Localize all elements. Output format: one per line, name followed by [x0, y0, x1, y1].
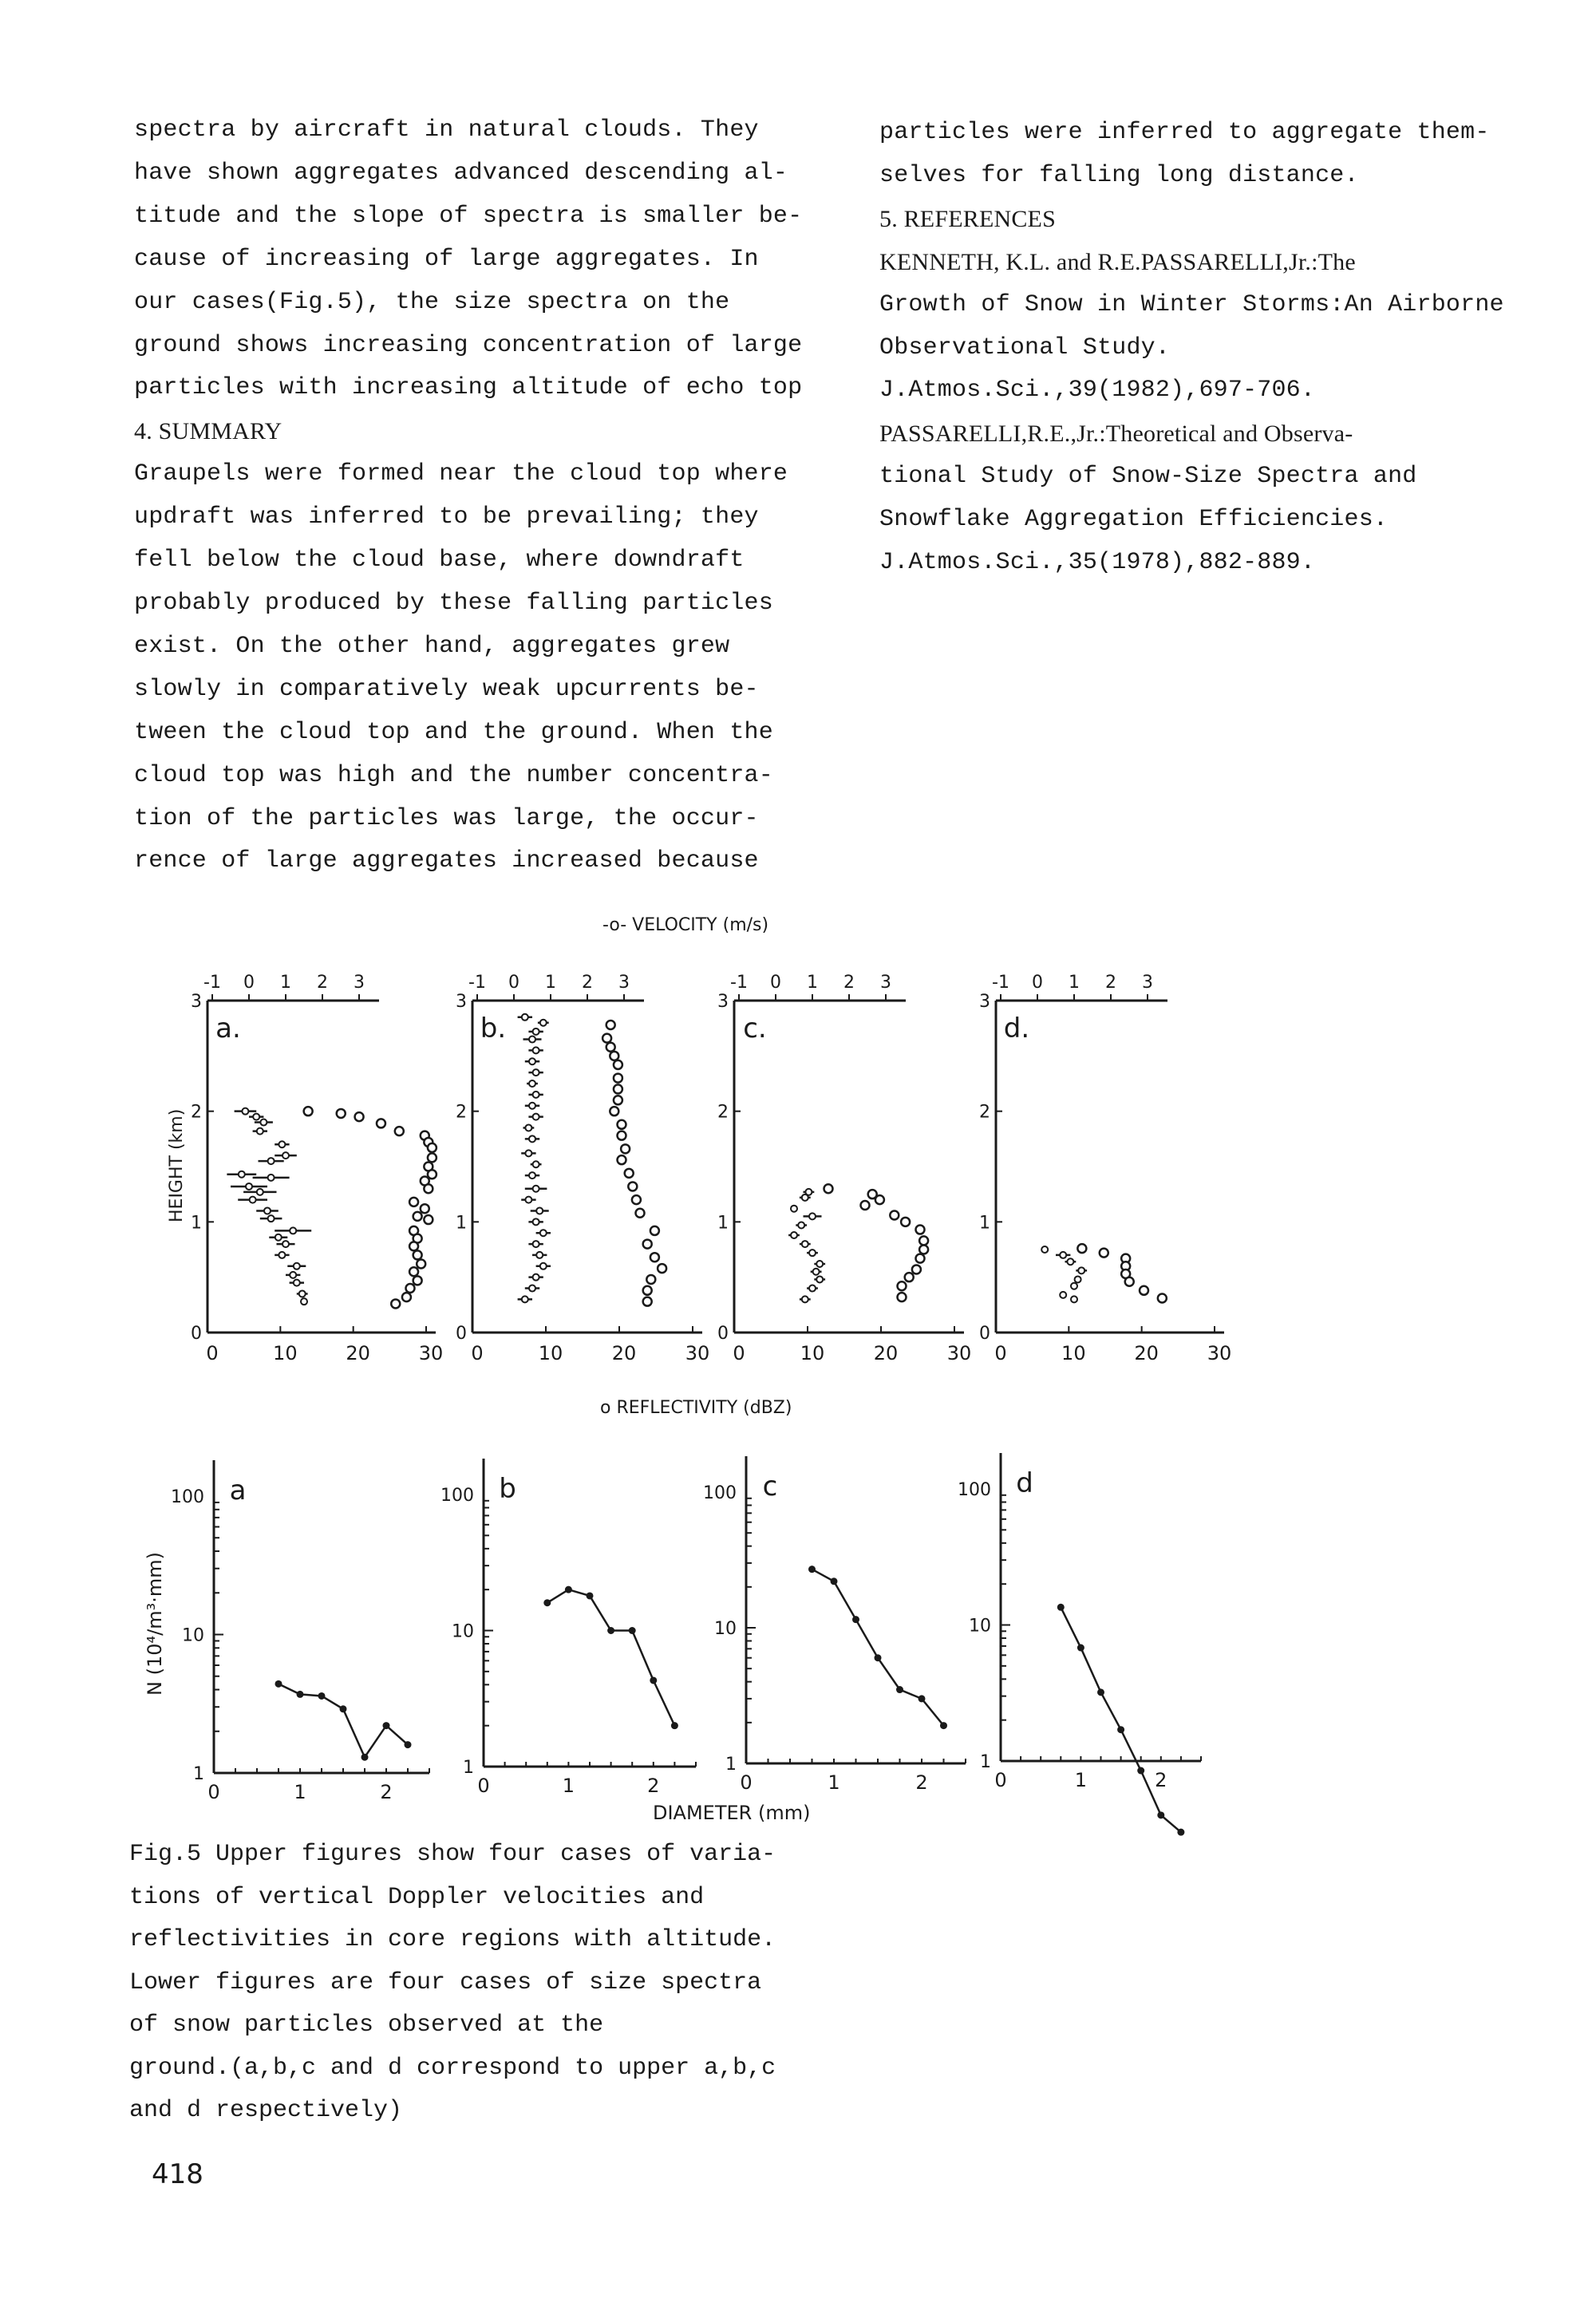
reflectivity-point: [650, 1253, 659, 1262]
spectrum-panel-c: [703, 1456, 966, 1794]
reflectivity-point: [890, 1211, 899, 1220]
spectrum-point: [361, 1754, 369, 1761]
body-line: our cases(Fig.5), the size spectra on the: [134, 288, 730, 316]
x2-tick-label: 1: [1069, 973, 1080, 993]
y-tick-label: 10: [452, 1621, 474, 1642]
y-tick-label: 100: [958, 1480, 991, 1500]
x-tick-label: 0: [733, 1342, 745, 1364]
velocity-point: [1060, 1292, 1066, 1298]
panel-label: b.: [480, 1013, 507, 1044]
x-tick-label: 30: [1207, 1342, 1232, 1364]
velocity-legend: -o- VELOCITY (m/s): [602, 915, 769, 935]
spectrum-point: [852, 1616, 859, 1623]
spectrum-line: [812, 1570, 944, 1726]
spectrum-point: [918, 1695, 926, 1702]
velocity-point: [536, 1207, 543, 1214]
panel-label: c.: [743, 1013, 767, 1044]
spectrum-point: [297, 1691, 304, 1698]
velocity-point: [540, 1263, 547, 1269]
spectrum-point: [405, 1741, 412, 1748]
x-tick-label: 0: [477, 1775, 490, 1797]
velocity-point: [246, 1183, 252, 1190]
velocity-point: [279, 1141, 285, 1147]
reflectivity-point: [861, 1201, 870, 1210]
profile-panel-b: [456, 973, 709, 1364]
spectrum-point: [318, 1692, 326, 1700]
reflectivity-point: [304, 1107, 313, 1115]
reflectivity-point: [421, 1204, 429, 1213]
velocity-point: [522, 1296, 528, 1302]
x2-tick-label: 1: [280, 973, 291, 993]
velocity-point: [533, 1114, 539, 1120]
reflectivity-point: [621, 1144, 630, 1153]
x2-tick-label: 2: [1105, 973, 1116, 993]
velocity-point: [260, 1119, 267, 1126]
velocity-point: [1071, 1283, 1077, 1289]
velocity-point: [282, 1241, 289, 1247]
reflectivity-point: [646, 1275, 655, 1284]
velocity-point: [242, 1108, 248, 1115]
profile-panel-a: [191, 973, 443, 1364]
body-line: Graupels were formed near the cloud top where: [134, 460, 788, 488]
reflectivity-point: [898, 1293, 907, 1301]
reflectivity-point: [602, 1034, 611, 1043]
body-line: fell below the cloud base, where downdraft: [134, 547, 745, 575]
y-tick-label: 1: [717, 1213, 729, 1234]
reflectivity-point: [636, 1209, 645, 1218]
x-tick-label: 1: [1074, 1769, 1088, 1791]
reflectivity-point: [650, 1226, 659, 1235]
velocity-point: [301, 1298, 307, 1305]
caption-line: of snow particles observed at the: [129, 2012, 604, 2039]
x-tick-label: 30: [418, 1342, 444, 1364]
reflectivity-point: [628, 1182, 637, 1190]
x2-tick-label: 0: [508, 973, 519, 993]
velocity-point: [791, 1232, 797, 1238]
y-tick-label: 0: [717, 1324, 729, 1344]
reflectivity-point: [614, 1060, 622, 1069]
spectrum-point: [565, 1586, 572, 1593]
reflectivity-point: [428, 1153, 437, 1162]
reflectivity-point: [413, 1212, 422, 1221]
reference-line: Observational Study.: [879, 334, 1171, 361]
reflectivity-point: [625, 1169, 634, 1178]
spectrum-point: [1157, 1811, 1164, 1818]
reflectivity-point: [1125, 1277, 1134, 1286]
spectrum-panel-b: [440, 1459, 696, 1797]
reflectivity-point: [1140, 1286, 1148, 1295]
y-tick-label: 1: [979, 1213, 990, 1234]
reflectivity-point: [643, 1286, 652, 1295]
reflectivity-point: [1158, 1294, 1167, 1303]
y-tick-label: 1: [980, 1752, 991, 1772]
caption-line: and d respectively): [129, 2097, 403, 2124]
reflectivity-point: [337, 1109, 346, 1118]
reference-line: Snowflake Aggregation Efficiencies.: [879, 506, 1389, 534]
x2-tick-label: 1: [545, 973, 556, 993]
x2-tick-label: -1: [468, 973, 486, 993]
velocity-point: [802, 1241, 808, 1247]
reflectivity-point: [643, 1240, 652, 1249]
spectrum-point: [1177, 1829, 1184, 1836]
spectrum-point: [629, 1627, 636, 1634]
velocity-point: [533, 1241, 539, 1247]
x2-tick-label: 3: [880, 973, 891, 993]
y-tick-label: 100: [703, 1483, 737, 1503]
velocity-point: [268, 1158, 275, 1164]
x2-tick-label: 3: [354, 973, 365, 993]
body-line: titude and the slope of spectra is smaller be-: [134, 202, 803, 230]
x2-tick-label: -1: [730, 973, 748, 993]
x2-tick-label: 2: [317, 973, 328, 993]
reflectivity-point: [606, 1043, 615, 1052]
x-tick-label: 1: [562, 1775, 575, 1797]
profile-panel-d: [979, 973, 1231, 1364]
reflectivity-point: [618, 1131, 626, 1140]
velocity-point: [290, 1227, 296, 1234]
x2-tick-label: 1: [807, 973, 818, 993]
x-tick-label: 30: [946, 1342, 972, 1364]
panel-label: d.: [1003, 1013, 1030, 1044]
reflectivity-point: [1077, 1244, 1086, 1253]
velocity-point: [809, 1250, 816, 1256]
body-line: slowly in comparatively weak upcurrents be-: [134, 675, 759, 703]
velocity-point: [533, 1092, 539, 1098]
reference-line: J.Atmos.Sci.,39(1982),697-706.: [879, 377, 1316, 405]
reflectivity-point: [395, 1127, 404, 1135]
y-tick-label: 3: [456, 992, 467, 1012]
velocity-point: [802, 1194, 808, 1201]
reflectivity-point: [413, 1276, 422, 1285]
spectrum-point: [1077, 1645, 1084, 1652]
reflectivity-point: [912, 1265, 921, 1273]
reflectivity-legend: o REFLECTIVITY (dBZ): [600, 1398, 792, 1418]
reflectivity-point: [391, 1299, 400, 1308]
velocity-point: [536, 1252, 543, 1258]
profile-panel-c: [717, 973, 971, 1364]
reflectivity-point: [919, 1236, 928, 1245]
velocity-point: [239, 1171, 245, 1178]
panel-label: a: [229, 1475, 247, 1506]
y-tick-label: 0: [979, 1324, 990, 1344]
x-tick-label: 10: [1061, 1342, 1086, 1364]
x-tick-label: 1: [828, 1771, 840, 1794]
y-tick-label: 10: [714, 1619, 737, 1639]
reflectivity-point: [618, 1155, 626, 1164]
x-tick-label: 2: [915, 1771, 928, 1794]
reference-line: Growth of Snow in Winter Storms:An Airborne: [879, 290, 1504, 318]
velocity-point: [809, 1285, 816, 1292]
x-tick-label: 20: [611, 1342, 637, 1364]
spectrum-point: [383, 1722, 390, 1729]
velocity-point: [791, 1206, 797, 1212]
x-tick-label: 20: [346, 1342, 370, 1364]
spectrum-point: [340, 1705, 347, 1712]
velocity-point: [268, 1215, 275, 1222]
velocity-point: [529, 1080, 535, 1087]
x2-tick-label: 3: [618, 973, 630, 993]
y-tick-label: 2: [456, 1102, 467, 1123]
summary-heading: 4. SUMMARY: [134, 418, 282, 445]
body-line: rence of large aggregates increased because: [134, 847, 759, 875]
velocity-point: [290, 1272, 296, 1278]
reflectivity-point: [355, 1112, 364, 1121]
velocity-point: [1078, 1267, 1084, 1273]
y-tick-label: 1: [725, 1755, 737, 1775]
y-tick-label: 10: [969, 1616, 991, 1637]
spectrum-point: [587, 1592, 594, 1599]
velocity-point: [529, 1172, 535, 1179]
y-tick-label: 0: [456, 1324, 467, 1344]
velocity-point: [294, 1263, 300, 1269]
velocity-point: [533, 1029, 539, 1035]
velocity-point: [253, 1114, 259, 1120]
velocity-point: [1071, 1296, 1077, 1302]
x-tick-label: 10: [538, 1342, 563, 1364]
reflectivity-point: [916, 1254, 925, 1263]
panel-label: a.: [215, 1013, 241, 1044]
reflectivity-point: [824, 1184, 833, 1193]
reflectivity-point: [614, 1096, 622, 1104]
velocity-point: [816, 1261, 823, 1267]
velocity-point: [294, 1280, 300, 1286]
panel-label: b: [499, 1473, 516, 1505]
spectrum-line: [1061, 1607, 1181, 1832]
spectrum-line: [547, 1589, 675, 1725]
reflectivity-point: [610, 1052, 618, 1060]
x-tick-label: 0: [206, 1342, 219, 1364]
body-line: tion of the particles was large, the occur-: [134, 804, 759, 832]
velocity-point: [813, 1269, 820, 1275]
body-line: particles with increasing altitude of echo top: [134, 374, 803, 402]
velocity-point: [540, 1230, 547, 1236]
reference-line: tional Study of Snow-Size Spectra and: [879, 463, 1417, 491]
body-line: selves for falling long distance.: [879, 161, 1359, 189]
y-tick-label: 2: [979, 1102, 990, 1123]
y-tick-label: 100: [171, 1487, 204, 1507]
reflectivity-point: [406, 1284, 415, 1293]
velocity-point: [533, 1274, 539, 1281]
references-heading: 5. REFERENCES: [879, 205, 1056, 232]
spectrum-panel-a: [171, 1460, 429, 1803]
reflectivity-point: [409, 1242, 418, 1250]
x2-tick-label: 0: [1032, 973, 1043, 993]
caption-line: Lower figures are four cases of size spectra: [129, 1968, 762, 1996]
x-tick-label: 2: [647, 1775, 660, 1797]
reflectivity-point: [428, 1170, 437, 1179]
reflectivity-point: [424, 1215, 433, 1224]
velocity-point: [533, 1069, 539, 1076]
velocity-point: [299, 1290, 306, 1297]
reflectivity-point: [424, 1184, 433, 1193]
velocity-point: [1060, 1252, 1066, 1258]
spectrum-point: [875, 1654, 882, 1661]
spectrum-point: [543, 1599, 551, 1606]
y-tick-label: 1: [463, 1758, 474, 1778]
reflectivity-point: [875, 1195, 884, 1204]
x2-tick-label: 2: [582, 973, 593, 993]
velocity-point: [529, 1103, 535, 1109]
spectrum-point: [275, 1680, 282, 1688]
velocity-point: [257, 1189, 263, 1195]
x-tick-label: 2: [1155, 1769, 1167, 1791]
reflectivity-point: [901, 1218, 910, 1226]
caption-line: ground.(a,b,c and d correspond to upper a,b,c: [129, 2054, 776, 2082]
caption-line: Fig.5 Upper figures show four cases of varia-: [129, 1841, 776, 1868]
y-tick-label: 3: [979, 992, 990, 1012]
x2-tick-label: 0: [770, 973, 781, 993]
velocity-point: [525, 1197, 531, 1203]
figure-caption: [129, 1834, 832, 2133]
reflectivity-point: [606, 1021, 615, 1029]
reflectivity-point: [916, 1226, 925, 1234]
body-line: tween the cloud top and the ground. When the: [134, 718, 773, 746]
y-tick-label: 2: [191, 1102, 202, 1123]
x-tick-label: 0: [471, 1342, 484, 1364]
y-tick-label: 100: [440, 1486, 474, 1506]
y-tick-label: 0: [191, 1324, 202, 1344]
x-tick-label: 0: [740, 1771, 753, 1794]
velocity-point: [802, 1296, 808, 1302]
reflectivity-point: [905, 1273, 914, 1281]
x-tick-label: 1: [294, 1781, 306, 1803]
body-line: cause of increasing of large aggregates. In: [134, 245, 759, 273]
velocity-point: [525, 1150, 531, 1156]
panel-label: d: [1016, 1467, 1033, 1499]
velocity-point: [540, 1020, 547, 1026]
velocity-point: [268, 1175, 275, 1181]
body-line: cloud top was high and the number concentra-: [134, 761, 773, 789]
reflectivity-point: [1100, 1249, 1108, 1258]
reflectivity-point: [614, 1074, 622, 1083]
spectrum-point: [831, 1577, 838, 1585]
y-tick-label: 10: [182, 1625, 204, 1646]
velocity-point: [257, 1128, 263, 1135]
velocity-point: [525, 1124, 531, 1131]
spectrum-point: [1057, 1604, 1065, 1611]
velocity-point: [1067, 1258, 1073, 1265]
x-tick-label: 20: [873, 1342, 899, 1364]
velocity-point: [282, 1152, 289, 1159]
x-tick-label: 10: [800, 1342, 825, 1364]
reflectivity-point: [618, 1120, 626, 1129]
reflectivity-point: [898, 1281, 907, 1290]
reflectivity-point: [614, 1084, 622, 1093]
body-line: exist. On the other hand, aggregates grew: [134, 632, 730, 660]
velocity-point: [275, 1234, 282, 1241]
spectrum-point: [671, 1722, 678, 1729]
x-tick-label: 2: [380, 1781, 393, 1803]
velocity-point: [1075, 1276, 1081, 1282]
reflectivity-point: [409, 1267, 418, 1276]
x-tick-label: 10: [273, 1342, 298, 1364]
reference-line: PASSARELLI,R.E.,Jr.:Theoretical and Observa-: [879, 421, 1353, 448]
velocity-point: [809, 1213, 816, 1219]
x2-tick-label: -1: [203, 973, 221, 993]
x-tick-label: 30: [685, 1342, 710, 1364]
velocity-point: [279, 1252, 285, 1258]
velocity-point: [1041, 1246, 1048, 1253]
panel-label: c: [762, 1471, 778, 1502]
reference-line: J.Atmos.Sci.,35(1978),882-889.: [879, 549, 1316, 577]
velocity-point: [798, 1222, 804, 1228]
velocity-point: [816, 1276, 823, 1282]
lower-x-axis-label: DIAMETER (mm): [653, 1802, 811, 1824]
velocity-point: [522, 1014, 528, 1021]
body-line: have shown aggregates advanced descending al-: [134, 159, 788, 187]
spectrum-point: [1097, 1688, 1104, 1696]
x-tick-label: 0: [994, 1769, 1007, 1791]
spectrum-point: [808, 1566, 816, 1573]
spectrum-point: [896, 1686, 903, 1693]
reflectivity-point: [919, 1246, 928, 1254]
velocity-point: [264, 1207, 271, 1214]
page-number: 418: [152, 2158, 203, 2190]
reflectivity-point: [409, 1198, 418, 1206]
spectrum-point: [650, 1676, 657, 1684]
velocity-point: [529, 1058, 535, 1064]
velocity-point: [529, 1036, 535, 1043]
caption-line: reflectivities in core regions with altitude.: [129, 1926, 776, 1953]
y-tick-label: 1: [193, 1764, 204, 1784]
y-tick-label: 2: [717, 1102, 729, 1123]
reflectivity-point: [643, 1297, 652, 1306]
x-tick-label: 0: [207, 1781, 220, 1803]
body-line: probably produced by these falling particles: [134, 589, 773, 617]
reflectivity-point: [658, 1264, 666, 1273]
spectrum-point: [940, 1722, 947, 1729]
velocity-point: [250, 1197, 256, 1203]
y-tick-label: 3: [191, 992, 202, 1012]
body-line: particles were inferred to aggregate them-: [879, 119, 1490, 146]
body-line: ground shows increasing concentration of large: [134, 331, 803, 359]
spectrum-panel-d: [958, 1453, 1201, 1836]
spectrum-point: [1137, 1767, 1144, 1775]
reflectivity-point: [402, 1293, 411, 1301]
reflectivity-point: [377, 1119, 385, 1127]
reflectivity-point: [610, 1107, 618, 1115]
x-tick-label: 0: [994, 1342, 1007, 1364]
lower-y-axis-label: N (10⁴/m³·mm): [144, 1552, 166, 1696]
body-line: spectra by aircraft in natural clouds. They: [134, 116, 759, 144]
x2-tick-label: 0: [243, 973, 255, 993]
velocity-point: [529, 1285, 535, 1292]
velocity-point: [529, 1135, 535, 1142]
x2-tick-label: 3: [1142, 973, 1153, 993]
x2-tick-label: -1: [992, 973, 1009, 993]
x-tick-label: 20: [1134, 1342, 1159, 1364]
velocity-point: [533, 1186, 539, 1192]
reference-line: KENNETH, K.L. and R.E.PASSARELLI,Jr.:The: [879, 248, 1356, 275]
reflectivity-point: [413, 1250, 422, 1259]
spectrum-point: [1117, 1726, 1124, 1733]
y-tick-label: 3: [717, 992, 729, 1012]
body-line: updraft was inferred to be prevailing; they: [134, 503, 759, 531]
reflectivity-point: [428, 1143, 437, 1152]
spectrum-point: [607, 1627, 614, 1634]
reflectivity-point: [417, 1260, 425, 1269]
reflectivity-point: [632, 1195, 641, 1204]
upper-y-axis-label: HEIGHT (km): [167, 1108, 187, 1222]
velocity-point: [533, 1218, 539, 1225]
velocity-point: [533, 1161, 539, 1167]
y-tick-label: 1: [191, 1213, 202, 1234]
caption-line: tions of vertical Doppler velocities and: [129, 1883, 705, 1911]
x2-tick-label: 2: [843, 973, 855, 993]
y-tick-label: 1: [456, 1213, 467, 1234]
velocity-point: [533, 1047, 539, 1053]
